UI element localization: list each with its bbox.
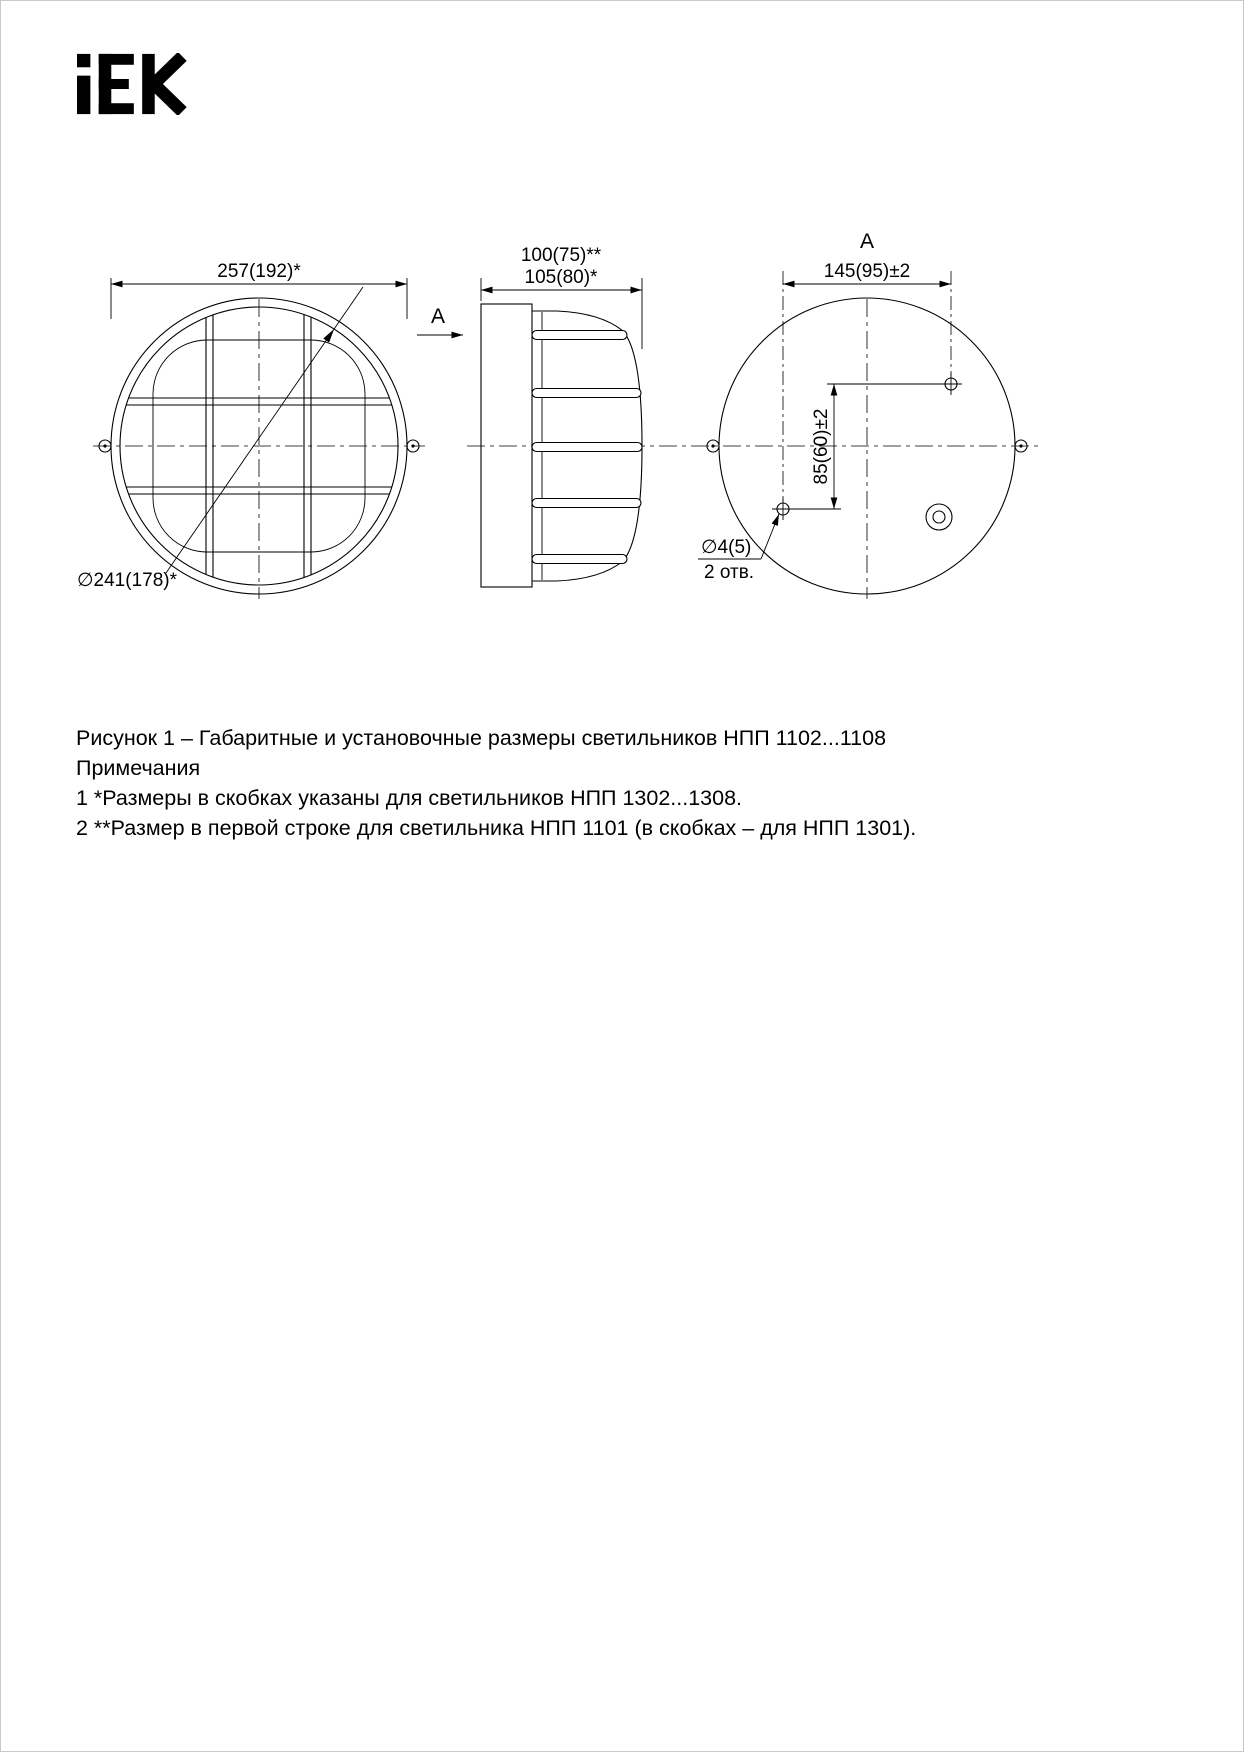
callout-hole-diameter	[698, 514, 779, 583]
figure-caption: Рисунок 1 – Габаритные и установочные размеры светильников НПП 1102...1108	[76, 726, 887, 750]
view-direction-label: A	[430, 305, 446, 328]
back-view-label: A	[859, 230, 875, 253]
leader-arrowhead	[323, 329, 334, 343]
cable-entry	[926, 504, 952, 530]
dim-holes-horizontal-label: 145(95)±2	[823, 261, 911, 282]
note-1: 1 *Размеры в скобках указаны для светильников НПП 1302...1308.	[76, 786, 743, 810]
notes-title: Примечания	[76, 756, 201, 780]
dim-holes-vertical-label: 85(60)±2	[811, 408, 832, 485]
dim-grid-diameter-label: ∅241(178)*	[77, 570, 178, 591]
side-guard-ribs	[532, 331, 642, 564]
back-view	[698, 230, 1027, 599]
dim-front-width-label: 257(192)*	[217, 261, 301, 282]
view-direction-indicator	[417, 305, 463, 335]
front-view	[77, 261, 419, 599]
dim-side-depth-top-label: 100(75)**	[520, 245, 602, 266]
side-view	[417, 245, 642, 587]
dim-side-depth-bottom-label: 105(80)*	[524, 267, 598, 288]
dim-hole-diameter-label: ∅4(5)	[701, 537, 752, 558]
side-mounting-base	[481, 304, 532, 587]
note-2: 2 **Размер в первой строке для светильника НПП 1101 (в скобках – для НПП 1301).	[76, 816, 917, 840]
technical-drawing	[1, 1, 1244, 701]
caption-block	[76, 723, 1186, 843]
hole-count-label: 2 отв.	[704, 562, 755, 583]
